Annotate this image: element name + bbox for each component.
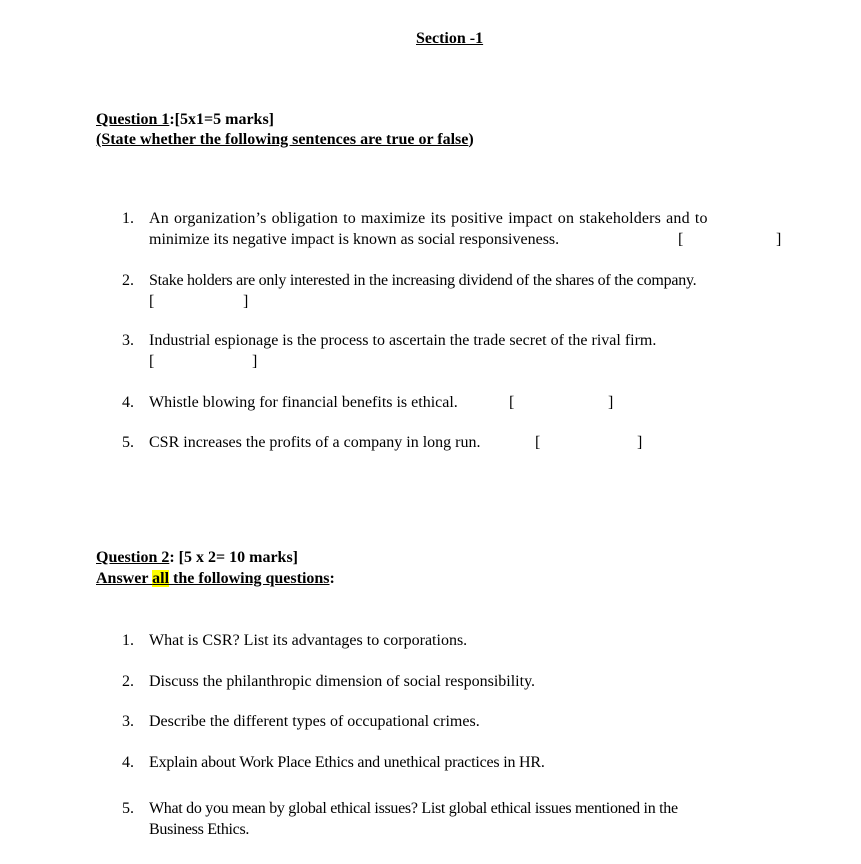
q2-item-text-line2: Business Ethics. <box>149 821 250 838</box>
q1-item-text: Stake holders are only interested in the increasing dividend of the shares of the company. <box>149 272 697 289</box>
question-1-label: Question 1 <box>96 111 170 128</box>
q1-item-number: 3. <box>122 332 134 349</box>
q2-item-number: 5. <box>122 800 134 817</box>
answer-bracket-close: ] <box>637 434 643 451</box>
q1-item-text-line2: minimize its negative impact is known as social responsiveness. <box>149 231 560 248</box>
question-2-instruction-pre: Answer <box>96 570 153 587</box>
q1-item-text: CSR increases the profits of a company in long run. <box>149 434 481 451</box>
q2-item-number: 4. <box>122 754 134 771</box>
q1-item-text: Industrial espionage is the process to ascertain the trade secret of the rival firm. <box>149 332 657 349</box>
question-1-heading <box>96 111 274 129</box>
q2-item-number: 3. <box>122 713 134 730</box>
q1-item-number: 4. <box>122 394 134 411</box>
q2-item-number: 1. <box>122 632 134 649</box>
q1-item-text: Whistle blowing for financial benefits is ethical. <box>149 394 458 411</box>
question-1-instruction <box>96 131 474 149</box>
question-2-label: Question 2 <box>96 549 170 566</box>
highlighted-word: all <box>152 570 170 587</box>
answer-bracket-open: [ <box>678 231 684 248</box>
question-2-instruction <box>96 570 335 588</box>
answer-bracket-open: [ <box>149 353 155 370</box>
q1-item-text: An organization’s obligation to maximize its positive impact on stakeholders and to <box>149 210 708 227</box>
q2-item-text: Describe the different types of occupational crimes. <box>149 713 480 730</box>
answer-bracket-open: [ <box>535 434 541 451</box>
section-title: Section -1 <box>416 30 484 47</box>
q1-item-number: 2. <box>122 272 134 289</box>
answer-bracket-open: [ <box>149 293 155 310</box>
q1-item-number: 1. <box>122 210 134 227</box>
question-2-instruction-post: the following questions <box>169 570 330 587</box>
question-2-heading <box>96 549 298 567</box>
q1-item-number: 5. <box>122 434 134 451</box>
answer-bracket-close: ] <box>608 394 614 411</box>
q2-item-number: 2. <box>122 673 134 690</box>
q2-item-text: What is CSR? List its advantages to corporations. <box>149 632 468 649</box>
q2-item-text: Discuss the philanthropic dimension of social responsibility. <box>149 673 536 690</box>
question-1-instruction-text: (State whether the following sentences are true or false <box>96 131 469 148</box>
question-1-instruction-close: ) <box>468 131 474 148</box>
answer-bracket-close: ] <box>252 353 258 370</box>
answer-bracket-close: ] <box>776 231 782 248</box>
q2-item-text: What do you mean by global ethical issues? List global ethical issues mentioned in the <box>149 800 678 817</box>
answer-bracket-close: ] <box>243 293 249 310</box>
question-1-marks: :[5x1=5 marks] <box>169 111 274 128</box>
answer-bracket-open: [ <box>509 394 515 411</box>
question-2-marks: : [5 x 2= 10 marks] <box>169 549 298 566</box>
q2-item-text: Explain about Work Place Ethics and unethical practices in HR. <box>149 754 545 771</box>
question-2-instruction-colon: : <box>329 570 335 587</box>
